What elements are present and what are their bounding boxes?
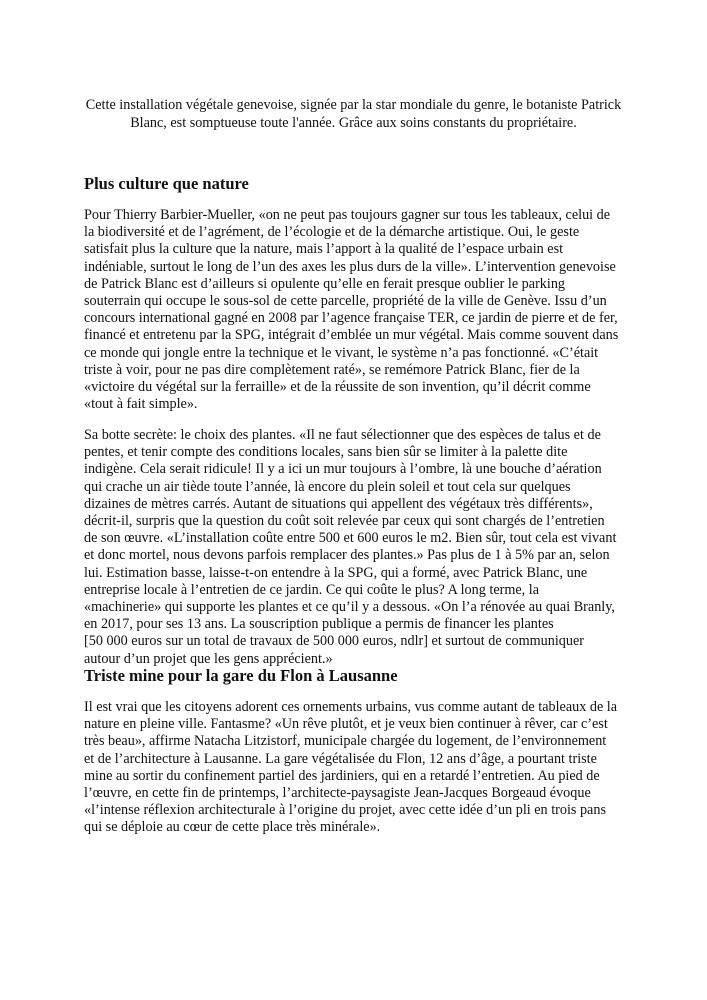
text-line: de son œuvre. «L’installation coûte entre 500 et 600 euros le m2. Bien sûr, tout cela est vivant <box>84 530 617 547</box>
text-line: «victoire du végétal sur la ferraille» et de la réussite de son invention, qu’il décrit comme <box>84 379 591 396</box>
text-line: la biodiversité et de l’agrément, de l’écologie et de la démarche artistique. Oui, le geste <box>84 224 580 241</box>
paragraph-3 <box>84 699 644 837</box>
paragraph-1 <box>84 207 644 413</box>
text-line: lui. Estimation basse, laisse-t-on entendre à la SPG, qui a formé, avec Patrick Blanc, une <box>84 564 588 581</box>
caption-line: Cette installation végétale genevoise, signée par la star mondiale du genre, le botaniste Patrick <box>85 97 622 113</box>
text-line: ce monde qui jongle entre la technique et le vivant, le système n’a pas fonctionné. «C’était <box>84 344 599 361</box>
text-line: autour d’un projet que les gens apprécient.» <box>84 650 333 667</box>
text-line: qui crache un air tiède toute l’année, là encore du plein soleil et tout cela sur quelques <box>84 478 571 495</box>
text-line: qui se déploie au cœur de cette place très minérale». <box>84 819 381 836</box>
text-line: indéniable, surtout le long de l’un des axes les plus durs de la ville». L’intervention genevoise <box>84 258 616 275</box>
text-line: nature en pleine ville. Fantasme? «Un rêve plutôt, et je veux bien continuer à rêver, car c’est <box>84 716 608 733</box>
text-line: Pour Thierry Barbier-Mueller, «on ne peut pas toujours gagner sur tous les tableaux, celui de <box>84 207 611 223</box>
caption-line: Blanc, est somptueuse toute l'année. Grâce aux soins constants du propriétaire. <box>130 115 577 131</box>
section-heading-triste-mine: Triste mine pour la gare du Flon à Lausanne <box>84 666 398 685</box>
text-line: décrit-il, surpris que la question du coût soit relevée par ceux qui sont chargés de l’entretien <box>84 513 605 530</box>
photo-caption <box>70 96 637 132</box>
text-line: de Patrick Blanc est d’ailleurs si opulente qu’elle en ferait presque oublier le parking <box>84 275 566 292</box>
text-line: concours international gagné en 2008 par l’agence française TER, ce jardin de pierre et de fer, <box>84 310 618 327</box>
text-line: [50 000 euros sur un total de travaux de 500 000 euros, ndlr] et surtout de communiquer <box>84 633 584 650</box>
text-line: «tout à fait simple». <box>84 396 198 413</box>
section-heading-plus-culture-que-nature: Plus culture que nature <box>84 174 249 193</box>
text-line: Sa botte secrète: le choix des plantes. «Il ne faut sélectionner que des espèces de talus et de <box>84 427 601 443</box>
text-line: souterrain qui occupe le sous-sol de cette parcelle, propriété de la ville de Genève. Issu d’un <box>84 293 607 310</box>
text-line: dizaines de mètres carrés. Autant de situations qui appellent des végétaux très différents», <box>84 495 593 512</box>
text-line: indigène. Cela serait ridicule! Il y a ici un mur toujours à l’ombre, là une bouche d’aération <box>84 461 602 478</box>
text-line: mine au sortir du confinement partiel des jardiniers, qui en a retardé l’entretien. Au pied de <box>84 767 600 784</box>
text-line: très beau», affirme Natacha Litzistorf, municipale chargée du logement, de l’environnement <box>84 733 607 750</box>
text-line: et donc mortel, nous devons parfois remplacer des plantes.» Pas plus de 1 à 5% par an, selon <box>84 547 610 564</box>
text-line: «machinerie» qui supporte les plantes et ce qu’il y a dessous. «On l’a rénovée au quai Branly, <box>84 599 615 616</box>
text-line: financé et entretenu par la SPG, intégrait d’emblée un mur végétal. Mais comme souvent dans <box>84 327 619 344</box>
text-line: triste à voir, pour ne pas dire complètement raté», se remémore Patrick Blanc, fier de la <box>84 361 580 378</box>
text-line: satisfait plus la culture que la nature, mais l’apport à la qualité de l’espace urbain est <box>84 241 564 258</box>
text-line: l’œuvre, en cette fin de printemps, l’architecte-paysagiste Jean-Jacques Borgeaud évoque <box>84 785 591 802</box>
text-line: Il est vrai que les citoyens adorent ces ornements urbains, vus comme autant de tableaux de la <box>84 699 618 715</box>
paragraph-2 <box>84 427 644 668</box>
text-line: entreprise locale à l’entretien de ce jardin. Ce qui coûte le plus? A long terme, la <box>84 581 540 598</box>
text-line: en 2017, pour ses 13 ans. La souscription publique a permis de financer les plantes <box>84 616 554 633</box>
text-line: et de l’architecture à Lausanne. La gare végétalisée du Flon, 12 ans d’âge, a pourtant triste <box>84 750 597 767</box>
text-line: «l’intense réflexion architecturale à l’origine du projet, avec cette idée d’un pli en trois pans <box>84 802 606 819</box>
text-line: pentes, et tenir compte des conditions locales, sans bien sûr se limiter à la palette dite <box>84 444 568 461</box>
